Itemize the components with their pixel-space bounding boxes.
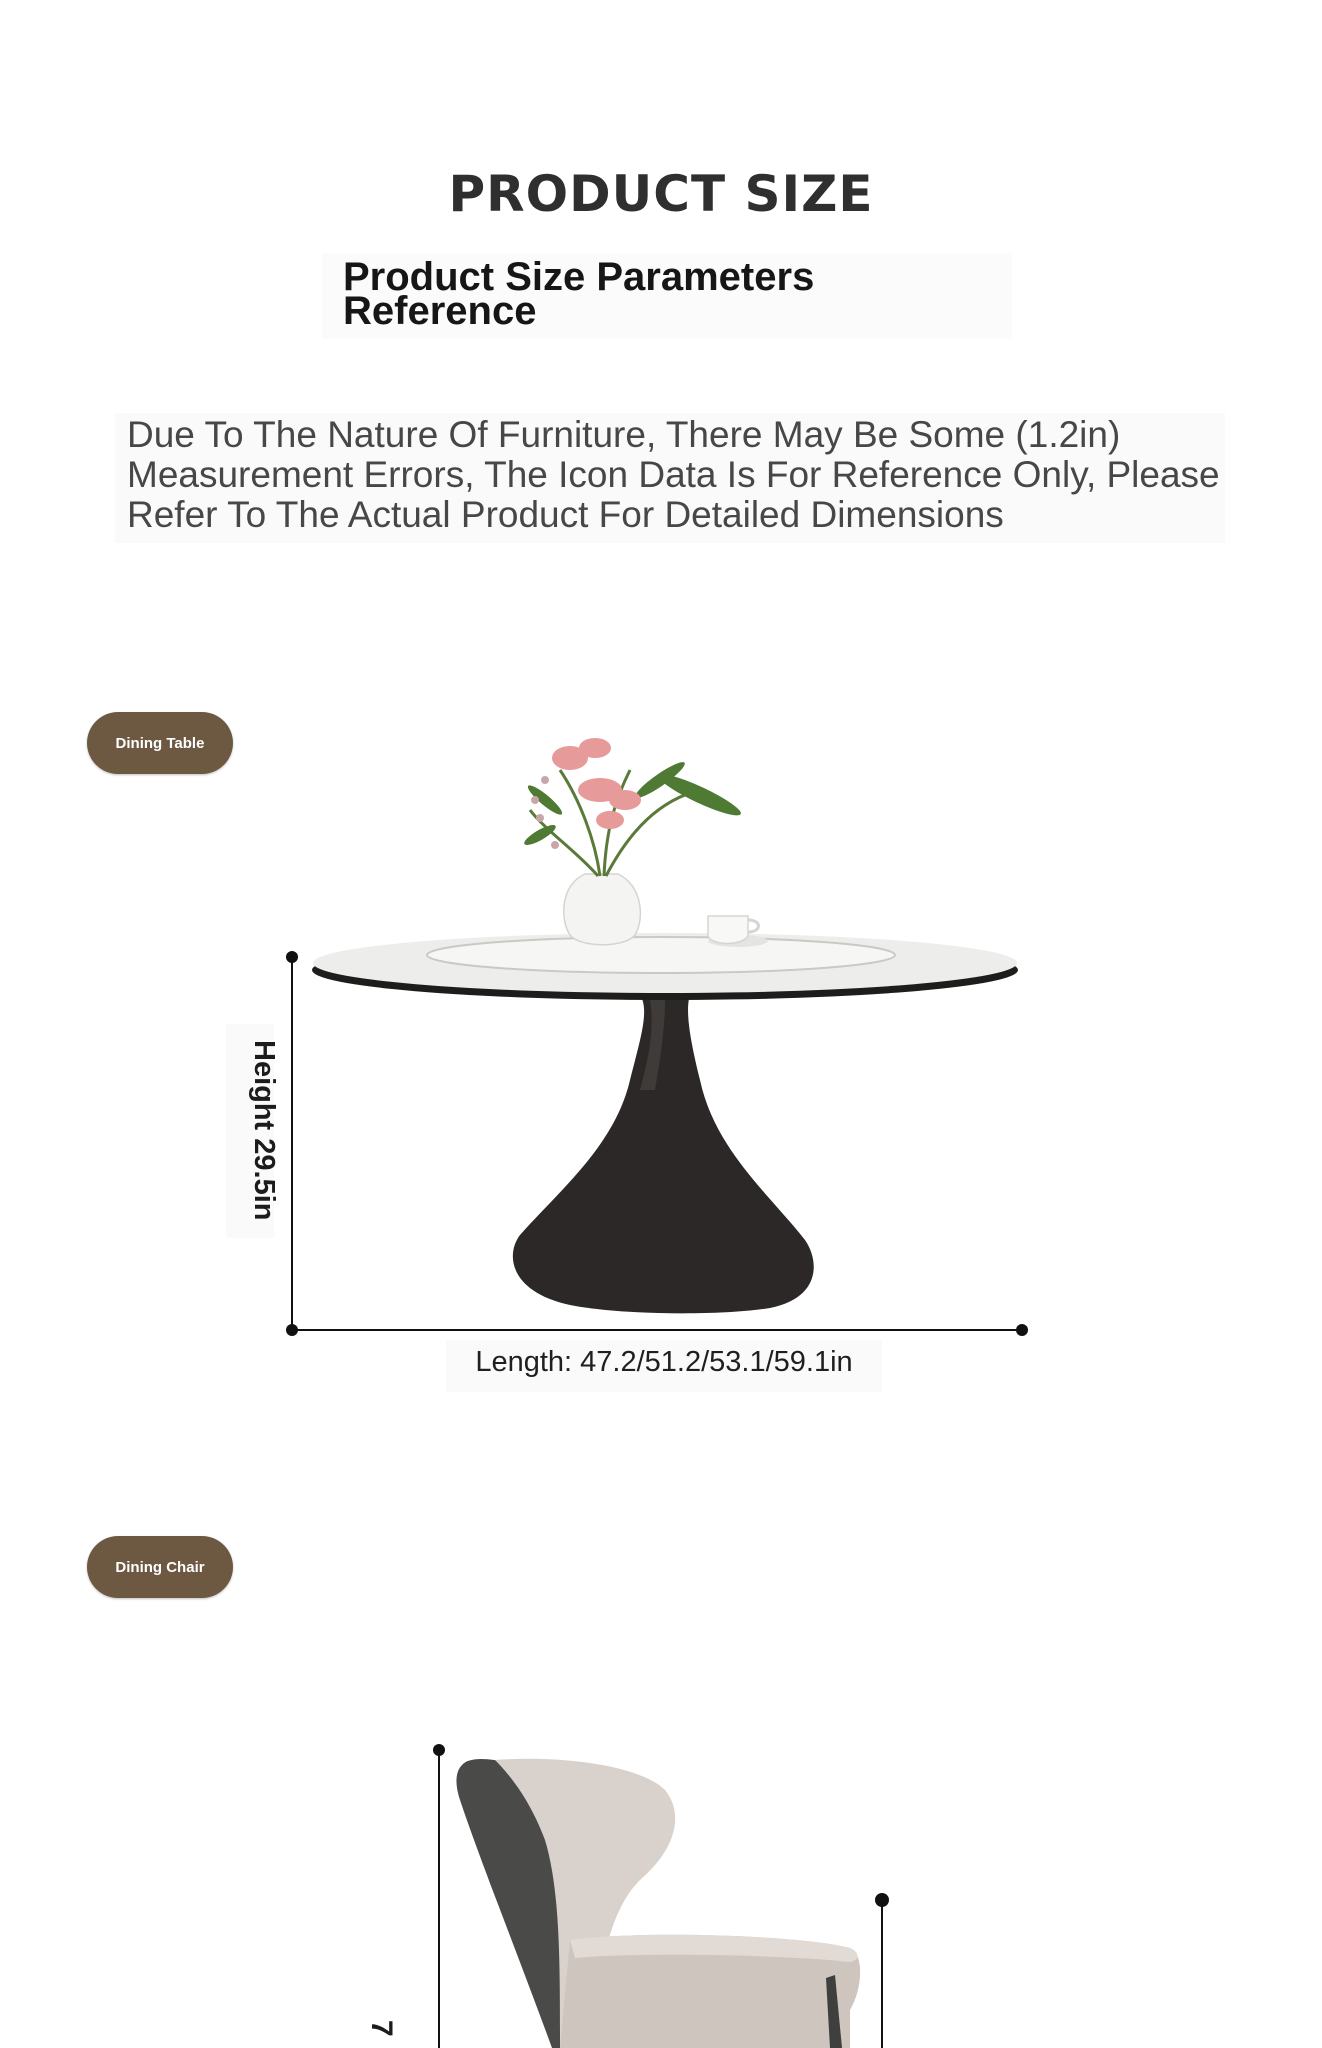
table-length-label: Length: 47.2/51.2/53.1/59.1in <box>475 1346 853 1378</box>
dining-table-tag: Dining Table <box>87 712 233 774</box>
page-title: PRODUCT SIZE <box>448 165 874 223</box>
page-subtitle: Product Size Parameters Reference <box>343 255 815 333</box>
table-height-label: Height 29.5in <box>248 1040 280 1221</box>
chair-height-label-partial: 7 <box>365 2020 398 2037</box>
dining-chair-tag: Dining Chair <box>87 1536 233 1598</box>
chair-body <box>456 1759 860 2048</box>
measurement-notice: Due To The Nature Of Furniture, There May Be Some (1.2in) Measurement Errors, The Icon Data Is For Reference Only, Please Refer To The Actual Product For Detailed Dimensions <box>127 414 1220 535</box>
